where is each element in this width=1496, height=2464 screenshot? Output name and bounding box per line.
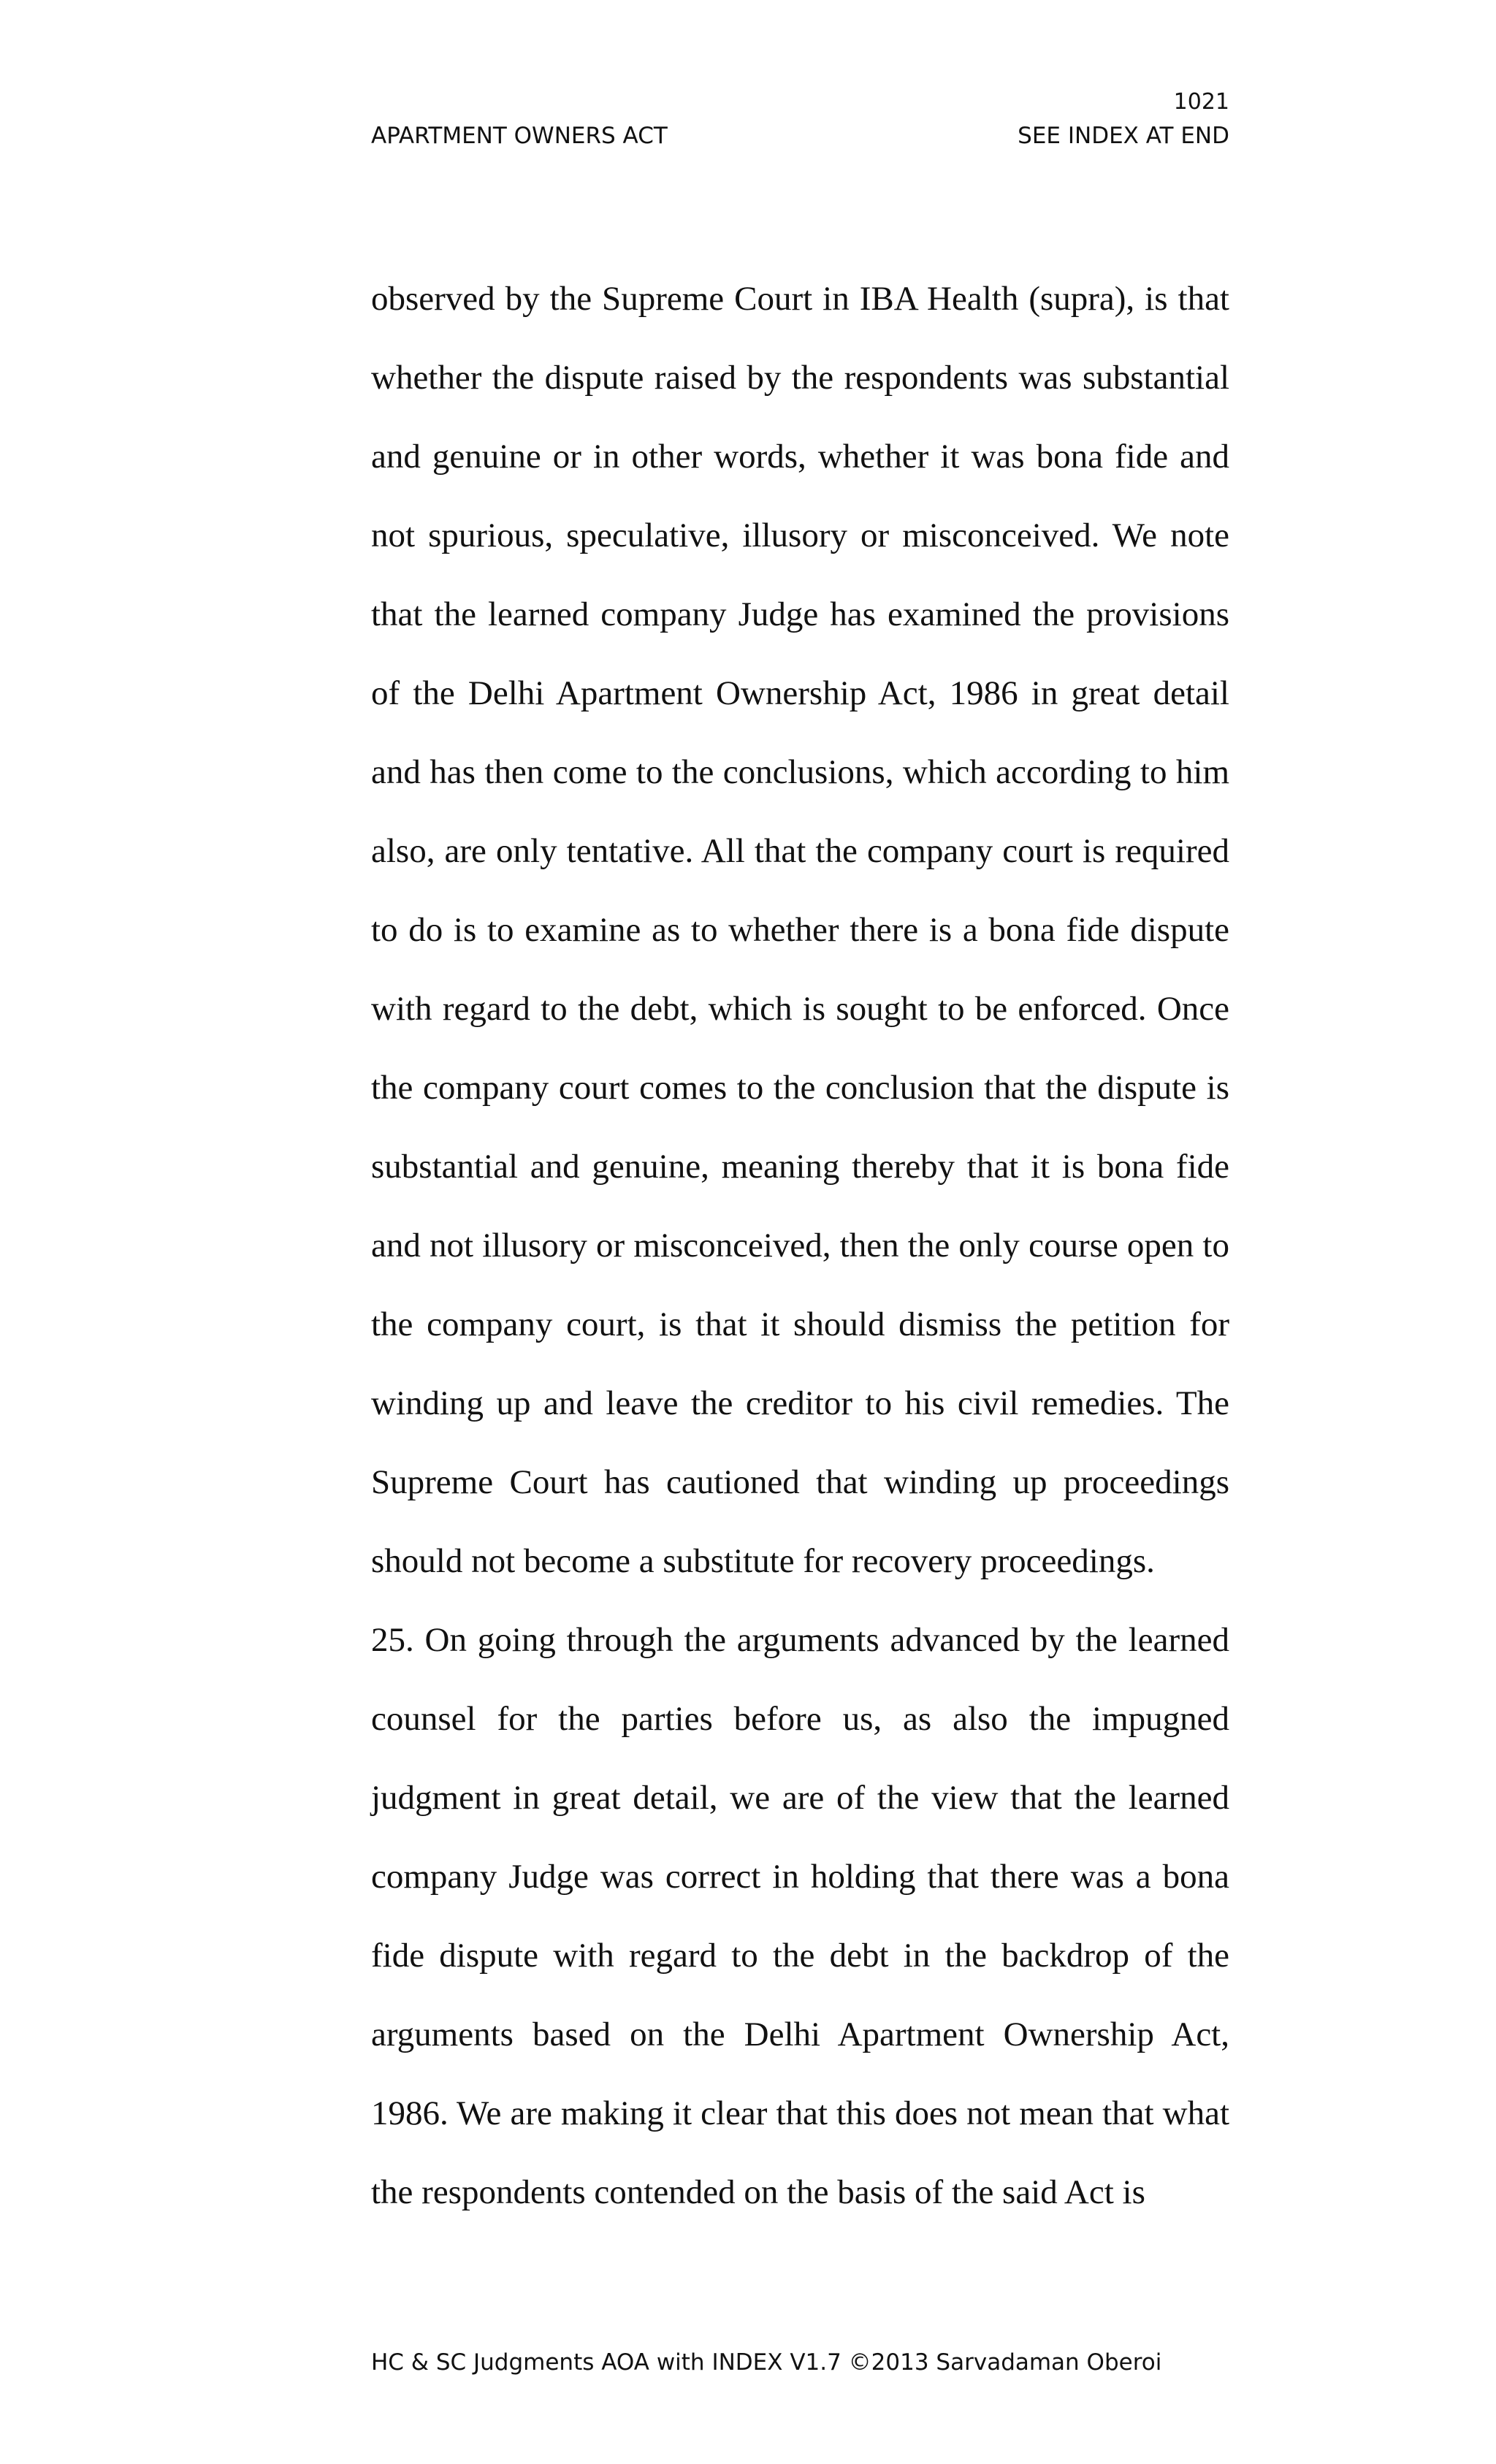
page-number: 1021 bbox=[1173, 89, 1229, 115]
paragraph: 25. On going through the arguments advanced by the learned counsel for the parties before us, as also the impugned judgment in great detail, we are of the view that the learned company Judge was correct in holding that there was a bona fide dispute with regard to the debt in the backdrop of the arguments based on the Delhi Apartment Ownership Act, 1986. We are making it clear that this does not mean that what the respondents contended on the basis of the said Act is bbox=[371, 1621, 1229, 2211]
paragraph: observed by the Supreme Court in IBA Health (supra), is that whether the dispute raised by the respondents was substantial and genuine or in other words, whether it was bona fide and not spurious, speculative, illusory or misconceived. We note that the learned company Judge has examined the provisions of the Delhi Apartment Ownership Act, 1986 in great detail and has then come to the conclusions, which according to him also, are only tentative. All that the company court is required to do is to examine as to whether there is a bona fide dispute with regard to the debt, which is sought to be enforced. Once the company court comes to the conclusion that the dispute is substantial and genuine, meaning thereby that it is bona fide and not illusory or misconceived, then the only course open to the company court, is that it should dismiss the petition for winding up and leave the creditor to his civil remedies. The Supreme Court has cautioned that winding up proceedings should not become a substitute for recovery proceedings. bbox=[371, 280, 1229, 1580]
body-text bbox=[371, 259, 1229, 2232]
header-right-title: SEE INDEX AT END bbox=[1018, 123, 1229, 149]
header-left-title: APARTMENT OWNERS ACT bbox=[371, 123, 668, 149]
footer-text: HC & SC Judgments AOA with INDEX V1.7 ©2013 Sarvadaman Oberoi bbox=[371, 2349, 1162, 2376]
